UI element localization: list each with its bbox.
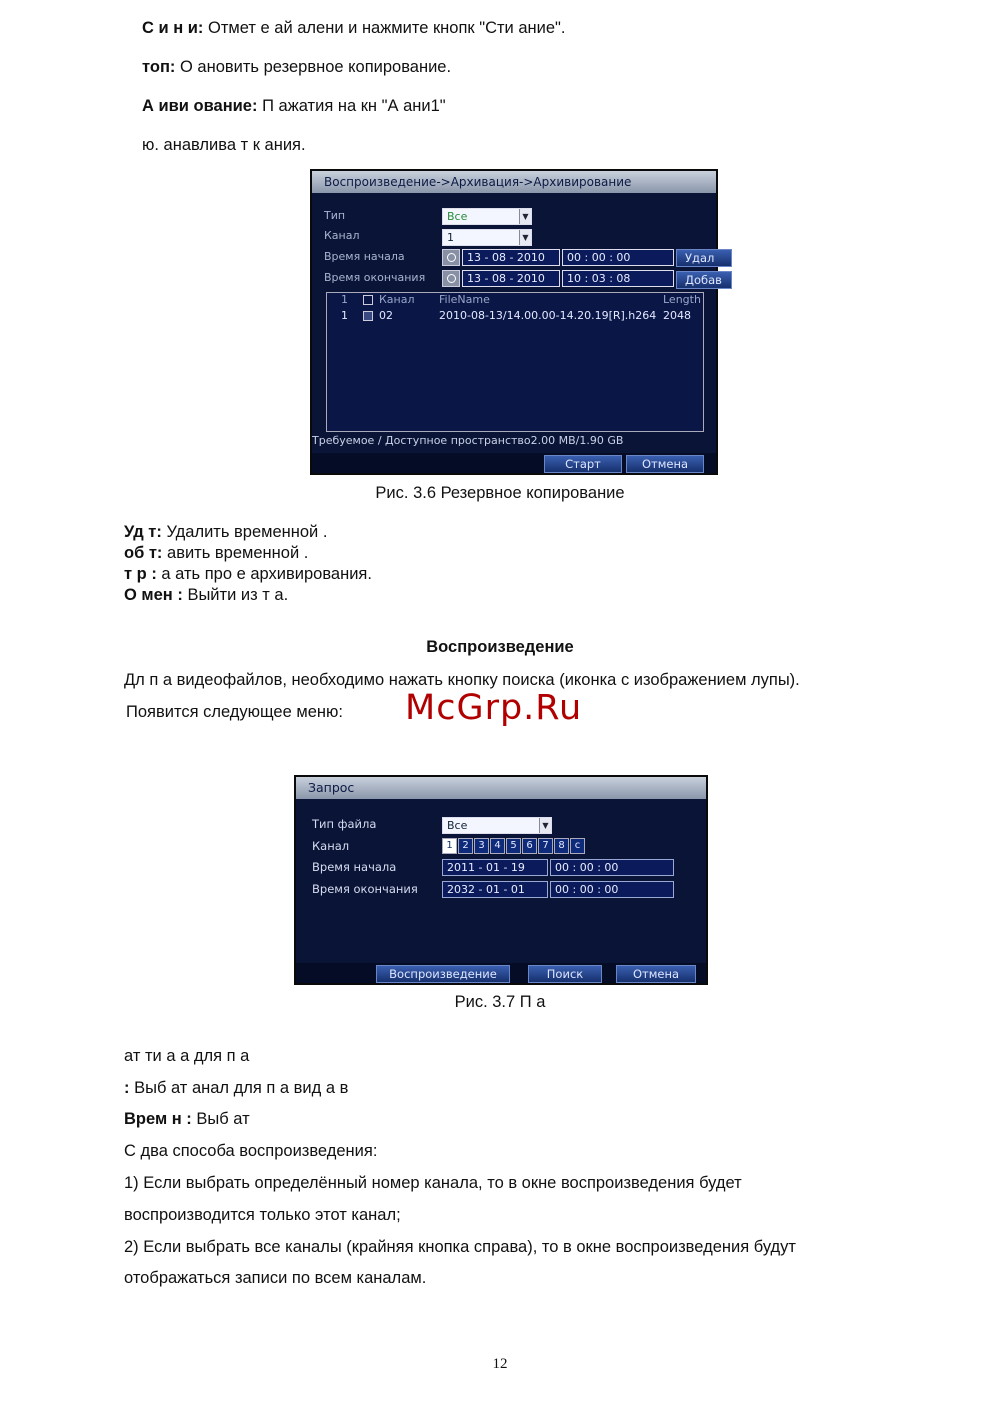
file-table	[326, 292, 704, 432]
search-button-bar	[296, 963, 706, 983]
search-title: Запрос	[296, 777, 706, 799]
table-header: 1 Канал FileName Length	[341, 293, 701, 306]
term-1: С и н и:	[142, 19, 204, 37]
backup-title: Воспроизведение->Архивация->Архивирование	[312, 171, 716, 193]
search-screenshot	[294, 775, 708, 985]
channel-button-4[interactable]: 4	[490, 838, 505, 854]
search-end-date[interactable]: 2032 - 01 - 01	[442, 881, 548, 898]
body-6: воспроизводится только этот канал;	[124, 1206, 401, 1224]
type-select[interactable]: Все ▼	[442, 208, 532, 225]
channel-button-2[interactable]: 2	[458, 838, 473, 854]
filetype-select[interactable]: Все ▼	[442, 817, 552, 834]
text-2: О ановить резервное копирование.	[175, 58, 452, 76]
filetype-label: Тип файла	[312, 817, 377, 831]
body-8: отображаться записи по всем каналам.	[124, 1269, 427, 1287]
row-checkbox[interactable]	[363, 309, 373, 323]
body-3: Врем н : Выб ат	[124, 1110, 250, 1128]
page-number: 12	[492, 1356, 508, 1372]
chevron-down-icon: ▼	[519, 230, 531, 245]
caption-3-7: Рис. 3.7 П а	[454, 993, 546, 1011]
space-info: Требуемое / Доступное пространство2.00 MB/1.90 GB	[312, 434, 624, 447]
channel-button-5[interactable]: 5	[506, 838, 521, 854]
backup-button-bar	[312, 453, 716, 473]
para-2: Появится следующее меню:	[126, 703, 343, 721]
channel-button-7[interactable]: 7	[538, 838, 553, 854]
body-5: 1) Если выбрать определённый номер канала, то в окне воспроизведения будет	[124, 1174, 742, 1192]
body-4: С два способа воспроизведения:	[124, 1142, 378, 1160]
select-all-checkbox[interactable]	[363, 293, 373, 307]
calendar-icon[interactable]	[442, 249, 460, 266]
search-cancel-button[interactable]: Отмена	[616, 965, 696, 983]
channel-button-8[interactable]: 8	[554, 838, 569, 854]
line-3	[142, 96, 446, 116]
def-delete: Уд т: Удалить временной .	[124, 523, 328, 541]
body-2: : Выб ат анал для п а вид а в	[124, 1079, 349, 1097]
search-button[interactable]: Поиск	[528, 965, 602, 983]
table-row[interactable]: 1 02 2010-08-13/14.00.00-14.20.19[R].h264 2048	[341, 309, 691, 322]
search-start-time[interactable]: 00 : 00 : 00	[550, 859, 674, 876]
end-date-field[interactable]: 13 - 08 - 2010	[462, 270, 560, 287]
body-1: ат ти а а для п а	[124, 1047, 250, 1065]
channel-button-all[interactable]: c	[570, 838, 585, 854]
backup-screenshot	[310, 169, 722, 475]
para-1: Дл п а видеофайлов, необходимо нажать кнопку поиска (иконка с изображением лупы).	[124, 671, 800, 689]
channel-button-3[interactable]: 3	[474, 838, 489, 854]
type-label: Тип	[324, 209, 346, 222]
chevron-down-icon: ▼	[539, 818, 551, 833]
watermark: McGrp.Ru	[405, 688, 583, 728]
def-start: т р : а ать про е архивирования.	[124, 565, 372, 583]
def-cancel: О мен : Выйти из т а.	[124, 586, 289, 604]
text-1: Отмет е ай алени и нажмите кнопк "Сти ание".	[203, 19, 566, 37]
start-label: Время начала	[324, 250, 405, 263]
term-2: топ:	[142, 58, 176, 76]
channel-label: Канал	[324, 229, 360, 242]
section-title: Воспроизведение	[426, 638, 574, 656]
search-channel-label: Канал	[312, 839, 350, 853]
line-4	[142, 135, 306, 155]
end-time-field[interactable]: 10 : 03 : 08	[562, 270, 674, 287]
search-end-time[interactable]: 00 : 00 : 00	[550, 881, 674, 898]
channel-button-1[interactable]: 1	[442, 838, 457, 854]
body-7: 2) Если выбрать все каналы (крайняя кнопка справа), то в окне воспроизведения будут	[124, 1238, 796, 1256]
start-date-field[interactable]: 13 - 08 - 2010	[462, 249, 560, 266]
line-1	[142, 18, 565, 38]
start-button[interactable]: Старт	[544, 455, 622, 473]
text-3: П ажатия на кн "А ани1"	[257, 97, 446, 115]
text-4: ю. анавлива т к ания.	[142, 136, 306, 154]
channel-select[interactable]: 1 ▼	[442, 229, 532, 246]
search-end-label: Время окончания	[312, 882, 418, 896]
channel-button-6[interactable]: 6	[522, 838, 537, 854]
search-start-label: Время начала	[312, 860, 397, 874]
add-button[interactable]: Добав	[676, 271, 732, 289]
term-3: А иви ование:	[142, 97, 258, 115]
calendar-icon[interactable]	[442, 270, 460, 287]
def-add: об т: авить временной .	[124, 544, 309, 562]
cancel-button[interactable]: Отмена	[626, 455, 704, 473]
line-2	[142, 57, 451, 77]
search-start-date[interactable]: 2011 - 01 - 19	[442, 859, 548, 876]
chevron-down-icon: ▼	[519, 209, 531, 224]
start-time-field[interactable]: 00 : 00 : 00	[562, 249, 674, 266]
playback-button[interactable]: Воспроизведение	[376, 965, 510, 983]
end-label: Время окончания	[324, 271, 426, 284]
channel-buttons	[442, 838, 612, 854]
caption-3-6: Рис. 3.6 Резервное копирование	[375, 484, 625, 502]
delete-button[interactable]: Удал	[676, 249, 732, 267]
